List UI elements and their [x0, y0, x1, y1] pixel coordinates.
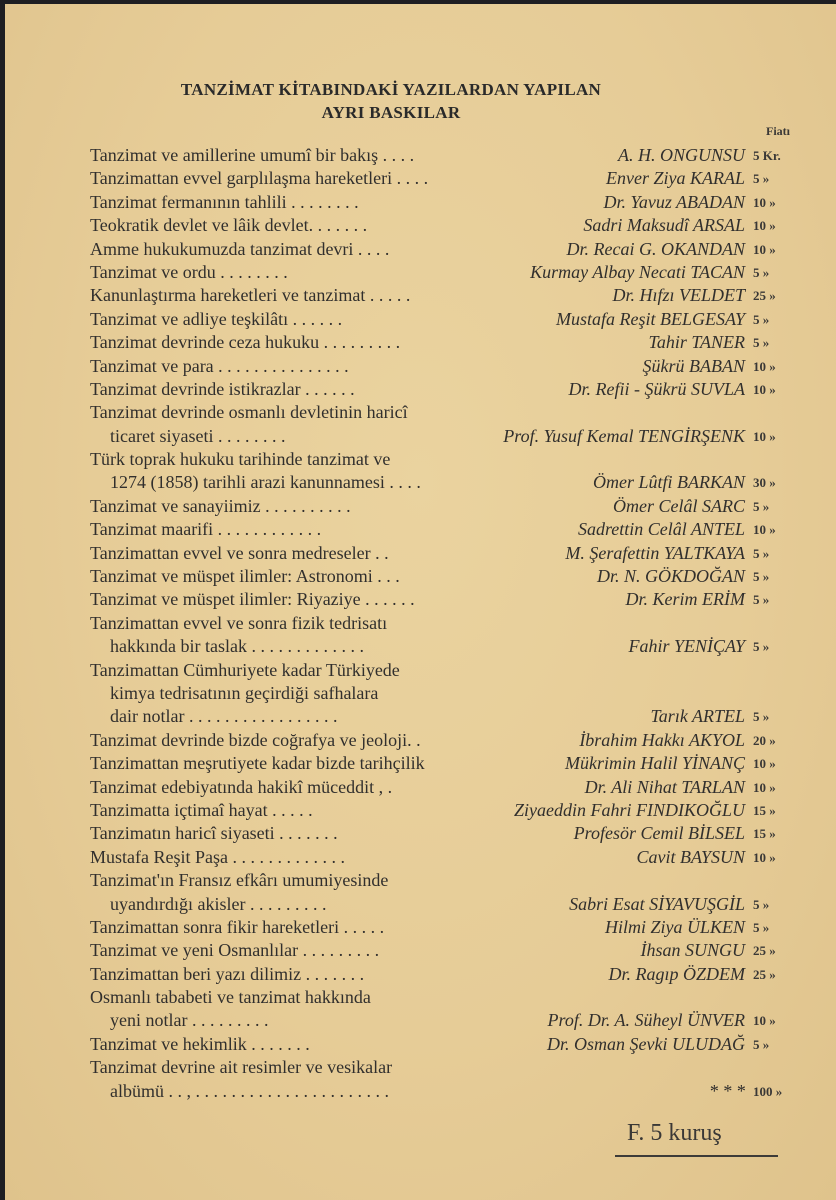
entry-price: 10 » [753, 381, 776, 397]
entry-title: Osmanlı tababeti ve tanzimat hakkında [90, 987, 371, 1008]
list-item [5, 612, 836, 635]
entry-author: Dr. Osman Şevki ULUDAĞ [547, 1033, 745, 1054]
list-item [5, 939, 836, 962]
entry-title: Tanzimat devrinde osmanlı devletinin haricî [90, 402, 408, 423]
list-item [5, 261, 836, 284]
entry-title: Tanzimat ve sanayiimiz . . . . . . . . . . [90, 495, 351, 516]
list-item [5, 1056, 836, 1079]
entry-author: Dr. Ali Nihat TARLAN [584, 776, 745, 797]
list-item [5, 167, 836, 190]
entry-price: 5 » [753, 919, 770, 935]
entry-author: A. H. ONGUNSU [617, 145, 745, 165]
entry-author: Sabri Esat SİYAVUŞGİL [569, 893, 745, 914]
entry-title: Tanzimat'ın Fransız efkârı umumiyesinde [90, 870, 389, 891]
list-item [5, 635, 836, 658]
entry-author: Cavit BAYSUN [636, 846, 745, 867]
entry-title: dair notlar . . . . . . . . . . . . . . . . . [110, 706, 338, 727]
list-item [5, 214, 836, 237]
entry-price: 5 » [753, 311, 770, 327]
entry-price: 10 » [753, 779, 776, 795]
list-item [5, 355, 836, 378]
entry-price: 5 » [753, 264, 770, 280]
entry-price: 5 » [753, 171, 770, 187]
entry-author: Dr. Hıfzı VELDET [612, 285, 745, 306]
entry-author: Dr. Refii - Şükrü SUVLA [568, 378, 745, 399]
list-item [5, 916, 836, 939]
entry-title: Tanzimat maarifi . . . . . . . . . . . . [90, 519, 322, 540]
entry-author: Prof. Yusuf Kemal TENGİRŞENK [503, 425, 745, 446]
entry-price: 25 » [753, 288, 776, 304]
entry-author: Mustafa Reşit BELGESAY [556, 308, 745, 329]
entry-title: Tanzimat ve amillerine umumî bir bakış . . . . [90, 145, 415, 165]
entry-price: 100 » [753, 1083, 783, 1099]
entry-author: Hilmi Ziya ÜLKEN [604, 916, 745, 937]
list-item [5, 799, 836, 822]
entry-price: 10 » [753, 194, 776, 210]
entry-author: Prof. Dr. A. Süheyl ÜNVER [547, 1010, 745, 1031]
entry-price: 5 » [753, 1036, 770, 1052]
price-column-header: Fiatı [766, 124, 790, 138]
entry-title: Tanzimat devrinde istikrazlar . . . . . . [90, 378, 355, 399]
entry-title: Tanzimat ve müspet ilimler: Astronomi . . . [90, 566, 400, 587]
list-item [5, 682, 836, 705]
entry-title: Teokratik devlet ve lâik devlet. . . . . . . [90, 215, 368, 236]
entry-title: ticaret siyaseti . . . . . . . . [110, 425, 286, 446]
entry-title: Tanzimattan sonra fikir hareketleri . . . . . [90, 916, 385, 937]
entry-price: 10 » [753, 428, 776, 444]
entry-author: İhsan SUNGU [640, 940, 745, 961]
entry-author: Profesör Cemil BİLSEL [573, 823, 745, 844]
list-item [5, 869, 836, 892]
entry-title: Tanzimat fermanının tahlili . . . . . . . . [90, 191, 359, 212]
entry-author: Tarık ARTEL [650, 706, 745, 727]
list-item [5, 331, 836, 354]
entry-author: Ömer Lûtfi BARKAN [593, 472, 745, 493]
entry-title: albümü . . , . . . . . . . . . . . . . . . . . . . . . . [110, 1080, 389, 1101]
entry-author: Ziyaeddin Fahri FINDIKOĞLU [514, 799, 745, 820]
entry-title: Tanzimattan evvel ve sonra medreseler . . [90, 542, 389, 563]
entry-title: Tanzimat ve hekimlik . . . . . . . [90, 1033, 310, 1054]
list-item [5, 659, 836, 682]
entry-title: Tanzimat ve ordu . . . . . . . . [90, 261, 288, 282]
entry-price: 25 » [753, 943, 776, 959]
entry-price: 5 » [753, 592, 770, 608]
entry-author: Dr. Yavuz ABADAN [603, 191, 745, 212]
list-item [5, 776, 836, 799]
entry-title: Tanzimat ve adliye teşkilâtı . . . . . . [90, 308, 343, 329]
entry-author: Ömer Celâl SARC [613, 495, 745, 516]
list-item [5, 518, 836, 541]
entry-title: Kanunlaştırma hareketleri ve tanzimat . . . . . [90, 285, 411, 306]
list-item [5, 588, 836, 611]
list-item [5, 448, 836, 471]
list-item [5, 401, 836, 424]
entry-price: 15 » [753, 826, 776, 842]
entry-title: yeni notlar . . . . . . . . . [110, 1010, 269, 1031]
entry-price: 25 » [753, 966, 776, 982]
list-item [5, 986, 836, 1009]
entry-author: İbrahim Hakkı AKYOL [579, 729, 745, 750]
entry-price: 10 » [753, 756, 776, 772]
entry-author: M. Şerafettin YALTKAYA [565, 542, 745, 563]
entry-author: Kurmay Albay Necati TACAN [530, 261, 745, 282]
list-item [5, 284, 836, 307]
list-item [5, 729, 836, 752]
list-item [5, 308, 836, 331]
list-item [5, 565, 836, 588]
entry-author: Tahir TANER [648, 332, 745, 353]
entry-price: 5 Kr. [753, 148, 781, 163]
list-item [5, 495, 836, 518]
entry-title: 1274 (1858) tarihli arazi kanunnamesi . . . . [110, 472, 421, 493]
entry-price: 10 » [753, 241, 776, 257]
entry-price: 10 » [753, 522, 776, 538]
entry-price: 5 » [753, 639, 770, 655]
entry-title: Tanzimatın haricî siyaseti . . . . . . . [90, 823, 338, 844]
list-item [5, 471, 836, 494]
entry-title: Tanzimat ve para . . . . . . . . . . . . . . . [90, 355, 349, 376]
entry-title: Tanzimat devrinde bizde coğrafya ve jeoloji. . [90, 729, 421, 750]
entry-price: 5 » [753, 569, 770, 585]
page-title-line-1: TANZİMAT KİTABINDAKİ YAZILARDAN YAPILAN [180, 80, 602, 99]
entry-title: Tanzimat edebiyatında hakikî müceddit , . [90, 776, 393, 797]
entry-price: 10 » [753, 1013, 776, 1029]
entry-title: Tanzimattan meşrutiyete kadar bizde tarihçilik [90, 753, 425, 774]
entry-price: 20 » [753, 732, 776, 748]
list-item [5, 1080, 836, 1103]
entry-title: kimya tedrisatının geçirdiği safhalara [110, 682, 379, 703]
entry-author: Enver Ziya KARAL [606, 168, 745, 189]
publication-list [5, 144, 836, 1103]
entry-title: Tanzimattan evvel garplılaşma hareketleri . . . . [90, 168, 429, 189]
entry-price: 5 » [753, 709, 770, 725]
entry-title: Tanzimattan Cümhuriyete kadar Türkiyede [90, 659, 400, 680]
entry-title: Tanzimattan beri yazı dilimiz . . . . . . . [90, 963, 365, 984]
entry-price: 5 » [753, 335, 770, 351]
entry-title: uyandırdığı akisler . . . . . . . . . [110, 893, 327, 914]
list-item [5, 378, 836, 401]
entry-price: 10 » [753, 358, 776, 374]
list-item [5, 1009, 836, 1032]
entry-author: Sadrettin Celâl ANTEL [577, 519, 745, 540]
page-title-line-2: AYRI BASKILAR [321, 103, 461, 122]
list-item [5, 425, 836, 448]
entry-title: Tanzimatta içtimaî hayat . . . . . [90, 799, 313, 820]
document-page [5, 4, 836, 1200]
entry-author: Sadri Maksudî ARSAL [583, 215, 745, 236]
list-item [5, 846, 836, 869]
entry-title: Tanzimat ve müspet ilimler: Riyaziye . . . . . . [90, 589, 415, 610]
entry-price: 30 » [753, 475, 776, 491]
entry-price: 5 » [753, 545, 770, 561]
entry-title: Mustafa Reşit Paşa . . . . . . . . . . . . . [90, 846, 345, 867]
entry-author: Fahir YENİÇAY [628, 636, 745, 657]
list-item [5, 705, 836, 728]
list-item [5, 822, 836, 845]
entry-price: 15 » [753, 802, 776, 818]
list-item [5, 144, 836, 167]
list-item [5, 542, 836, 565]
entry-title: Tanzimattan evvel ve sonra fizik tedrisatı [90, 612, 388, 633]
list-item [5, 752, 836, 775]
list-item [5, 191, 836, 214]
list-item [5, 893, 836, 916]
entry-title: Amme hukukumuzda tanzimat devri . . . . [90, 238, 390, 259]
entry-price: 10 » [753, 218, 776, 234]
entry-price: 10 » [753, 849, 776, 865]
entry-title: Tanzimat devrinde ceza hukuku . . . . . . . . . [90, 332, 401, 353]
entry-author: * * * [709, 1080, 745, 1101]
list-item [5, 963, 836, 986]
entry-author: Dr. N. GÖKDOĞAN [596, 566, 745, 587]
entry-author: Dr. Ragıp ÖZDEM [608, 963, 745, 984]
entry-author: Şükrü BABAN [642, 355, 745, 376]
entry-price: 5 » [753, 498, 770, 514]
entry-author: Mükrimin Halil YİNANÇ [564, 753, 745, 774]
list-item [5, 1033, 836, 1056]
entry-title: Tanzimat ve yeni Osmanlılar . . . . . . . . . [90, 940, 380, 961]
entry-title: Tanzimat devrine ait resimler ve vesikalar [90, 1057, 393, 1078]
entry-title: Türk toprak hukuku tarihinde tanzimat ve [90, 449, 391, 470]
entry-title: hakkında bir taslak . . . . . . . . . . . . . [110, 636, 364, 657]
list-item [5, 238, 836, 261]
entry-price: 5 » [753, 896, 770, 912]
footer-underline [615, 1155, 778, 1157]
footer-price: F. 5 kuruş [627, 1120, 722, 1146]
entry-author: Dr. Kerim ERİM [625, 589, 745, 610]
entry-author: Dr. Recai G. OKANDAN [566, 238, 745, 259]
